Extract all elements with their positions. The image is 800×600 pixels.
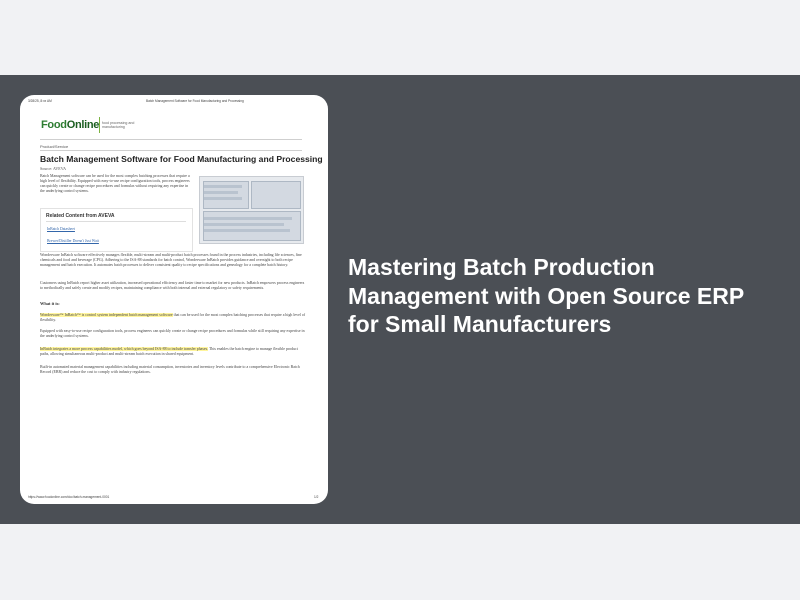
print-header-title: Batch Management Software for Food Manufacturing and Processing (146, 99, 244, 103)
related-link-datasheet[interactable]: InBatch Datasheet (47, 227, 75, 231)
intro-paragraph: Batch Management software can be used for the most complex batching processes that require a high level of flexibility. Equipped with easy-to-use recipe configuration tools, process engineers can quickly create or change recipe procedures and formulas without requiring any expertise in the underlying control systems. (40, 174, 190, 194)
what-it-is-heading: What it is: (40, 301, 60, 306)
document-title: Batch Management Software for Food Manufacturing and Processing (40, 154, 323, 164)
highlight-inbatch: Wonderware™ InBatch™ is control system independent batch management software (40, 313, 173, 317)
body-paragraph-3: Wonderware™ InBatch™ is control system independent batch management software that can be used for the most complex batching processes that require a high level of flexibility. (40, 313, 306, 323)
related-divider (46, 221, 186, 222)
related-content-title: Related Content from AVEVA (46, 213, 115, 219)
logo-divider (99, 117, 100, 133)
document-page (20, 95, 328, 504)
foodonline-logo: FoodOnline (41, 119, 100, 131)
body-paragraph-5: InBatch integrates a more process capabilities model, which goes beyond ISA-88 to include transfer phases. This enables the batch engine to manage flexible product paths, allowing simultaneous multi-product and multi-stream batch execution in shared equipment. (40, 347, 298, 357)
body-paragraph-4: Equipped with easy-to-use recipe configuration tools, process engineers can quickly create or change recipe procedures and formulas while still requiring any expertise in the underlying control systems. (40, 329, 305, 339)
body-paragraph-2: Customers using InBatch report higher asset utilization, increased operational efficiency and faster time to market for new products. InBatch empowers process engineers to methodically and safely create and modify recipes, maintaining compliance with both internal and external regulatory or safety requirements. (40, 281, 305, 291)
print-footer-url: https://www.foodonline.com/doc/batch-management-0001 (28, 495, 110, 499)
header-divider (40, 139, 302, 140)
software-screenshot-thumbnail (199, 176, 304, 244)
body-paragraph-1: Wonderware InBatch software effectively manages flexible, multi-stream and multi-product batch processes found in the process industries, including life sciences, fine chemicals and food and beverage (CPG). Adhering to the ISA-88 standards for batch control, Wonderware InBatch provides guidance and oversight to both recipe management and batch execution. It automates batch processes to deliver consistent quality to recipe specifications and genealogy for a complete batch history. (40, 253, 302, 268)
print-header-date: 3/28/25, 8:xx AM (28, 99, 52, 103)
related-link-article[interactable]: Brewer/Distiller Doesn't Just Wait (47, 239, 99, 243)
print-footer-page: 1/2 (314, 495, 319, 499)
breadcrumb: Product/Service (40, 144, 69, 149)
logo-tagline: food processing and manufacturing (102, 121, 135, 130)
body-paragraph-6: Built-in automated material management capabilities including material consumption, inventories and inventory levels contribute to a comprehensive Electronic Batch Record (EBR) and reduce the cost to comply with industry regulations. (40, 365, 300, 375)
breadcrumb-divider (40, 150, 302, 151)
headline: Mastering Batch Production Management with Open Source ERP for Small Manufacturers (348, 254, 744, 337)
related-content-box (40, 208, 193, 252)
highlight-capabilities: InBatch integrates a more process capabilities model, which goes beyond ISA-88 to include transfer phases. (40, 347, 209, 351)
document-source: Source: AVEVA (40, 166, 66, 171)
document-preview-card[interactable] (20, 95, 328, 504)
